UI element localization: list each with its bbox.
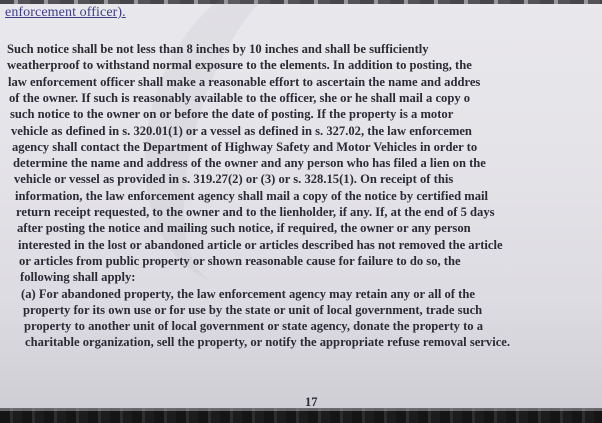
subsection-a-line: property to another unit of local government or state agency, donate the property to a <box>24 319 484 334</box>
paragraph-line: vehicle as defined in s. 320.01(1) or a vessel as defined in s. 327.02, the law enforcemen <box>11 123 472 138</box>
subsection-a-line: property for its own use or for use by the state or unit of local government, trade such <box>23 302 483 317</box>
paragraph-line: following shall apply: <box>20 270 136 285</box>
paragraph-line: return receipt requested, to the owner and to the lienholder, if any. If, at the end of 5 days <box>16 205 495 219</box>
page-top-edge <box>0 0 602 4</box>
paragraph-line: interested in the lost or abandoned article or articles described has not removed the article <box>18 237 503 252</box>
page-bottom-edge <box>0 408 602 423</box>
paragraph-line: information, the law enforcement agency shall mail a copy of the notice by certified mail <box>15 188 489 203</box>
paragraph-line: weatherproof to withstand normal exposure to the elements. In addition to posting, the <box>7 58 472 73</box>
subsection-a-line: charitable organization, sell the property, or notify the appropriate refuse removal service. <box>25 335 511 350</box>
paragraph-line: such notice to the owner on or before the date of posting. If the property is a motor <box>10 107 454 122</box>
paragraph-line: agency shall contact the Department of Highway Safety and Motor Vehicles in order to <box>12 139 478 154</box>
paragraph-line: law enforcement officer shall make a reasonable effort to ascertain the name and addres <box>8 74 481 89</box>
paragraph-line: vehicle or vessel as provided in s. 319.27(2) or (3) or s. 328.15(1). On receipt of this <box>14 172 454 187</box>
paragraph-line: or articles from public property or shown reasonable cause for failure to do so, the <box>19 253 461 268</box>
previous-line-fragment: enforcement officer). <box>5 5 126 20</box>
paragraph-line: Such notice shall be not less than 8 inches by 10 inches and shall be sufficiently <box>7 42 429 56</box>
paragraph-line: after posting the notice and mailing such notice, if required, the owner or any person <box>17 221 471 236</box>
paragraph-line: determine the name and address of the owner and any person who has filed a lien on the <box>13 156 486 171</box>
subsection-a-line: (a) For abandoned property, the law enforcement agency may retain any or all of the <box>21 286 475 301</box>
page-number: 17 <box>305 395 318 408</box>
paragraph-line: of the owner. If such is reasonably available to the officer, she or he shall mail a copy o <box>9 90 471 105</box>
